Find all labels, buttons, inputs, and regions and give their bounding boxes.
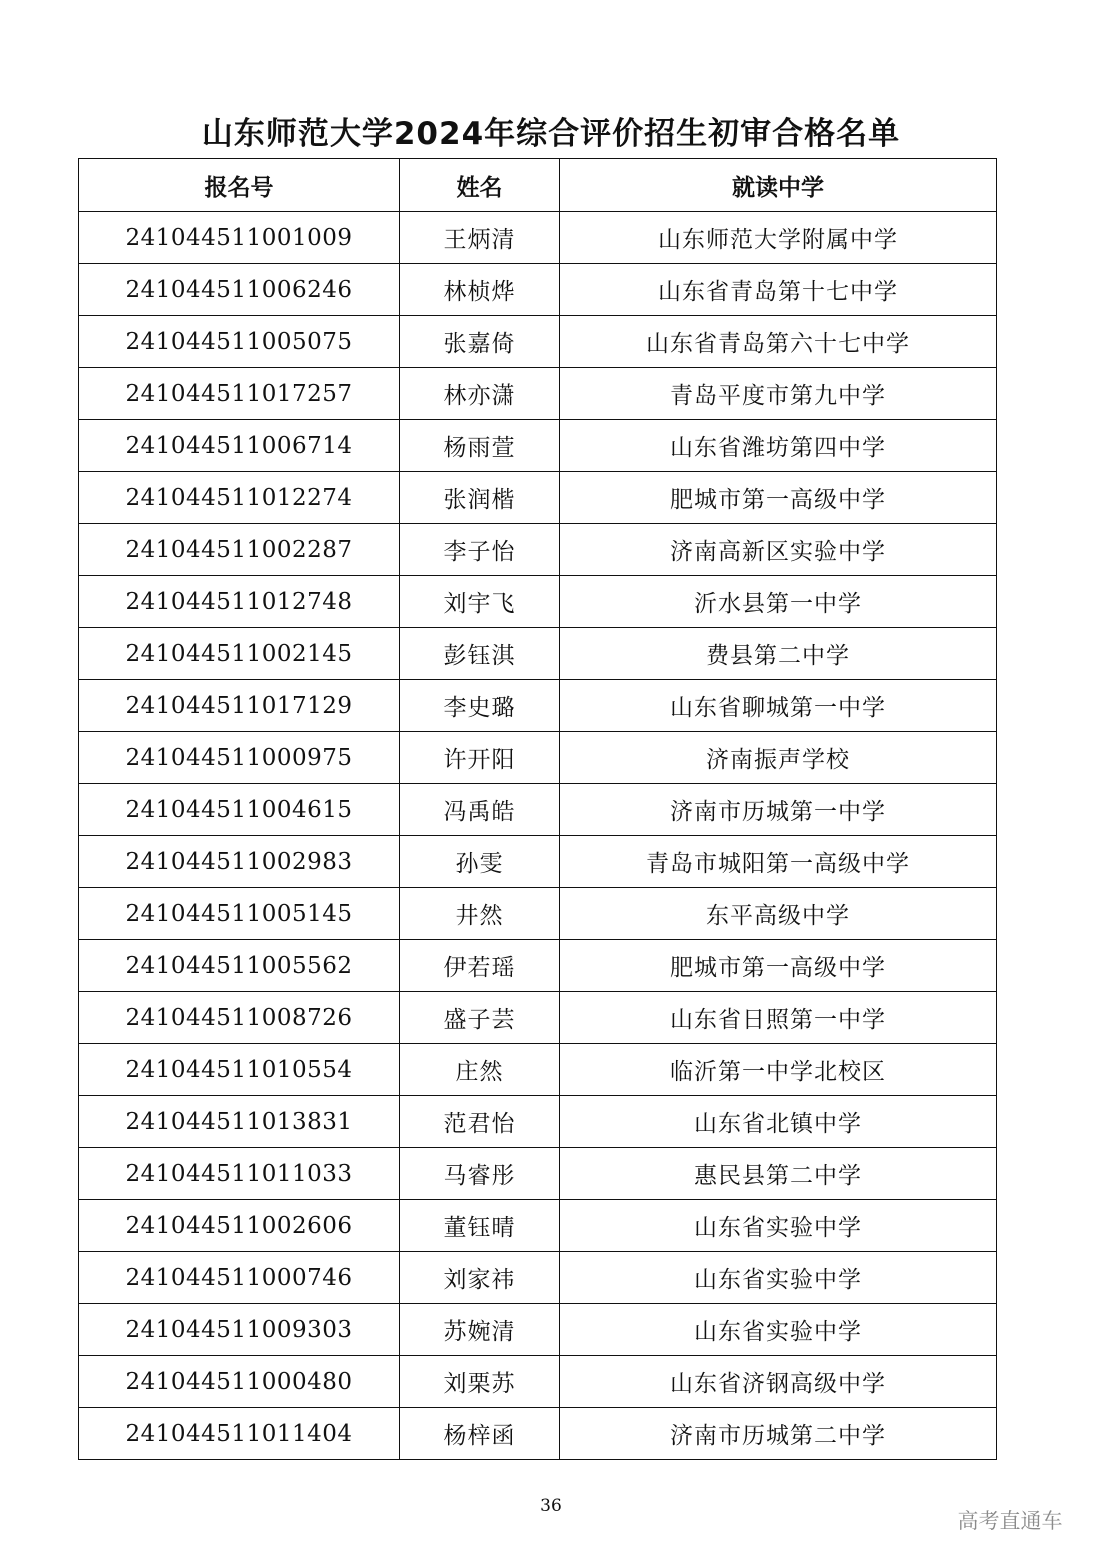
school-name-cell: 山东省青岛第十七中学 <box>560 264 997 316</box>
school-name-cell: 惠民县第二中学 <box>560 1148 997 1200</box>
school-name-cell: 山东省北镇中学 <box>560 1096 997 1148</box>
table-row <box>79 1304 997 1356</box>
page-number: 36 <box>540 1496 562 1516</box>
table-row <box>79 1148 997 1200</box>
student-name-cell: 王炳清 <box>400 212 560 264</box>
registration-number-cell: 241044511005075 <box>79 316 400 368</box>
table-row <box>79 836 997 888</box>
table-row <box>79 420 997 472</box>
registration-number-cell: 241044511004615 <box>79 784 400 836</box>
header-name: 姓名 <box>400 159 560 212</box>
school-name-cell: 山东省实验中学 <box>560 1304 997 1356</box>
student-name-cell: 孙雯 <box>400 836 560 888</box>
registration-number-cell: 241044511002145 <box>79 628 400 680</box>
student-name-cell: 伊若瑶 <box>400 940 560 992</box>
table-row <box>79 368 997 420</box>
student-name-cell: 杨梓函 <box>400 1408 560 1460</box>
watermark-text: 高考直通车 <box>957 1509 1063 1533</box>
table-row <box>79 628 997 680</box>
student-name-cell: 范君怡 <box>400 1096 560 1148</box>
registration-number-cell: 241044511009303 <box>79 1304 400 1356</box>
student-name-cell: 彭钰淇 <box>400 628 560 680</box>
student-name-cell: 井然 <box>400 888 560 940</box>
table-row <box>79 1096 997 1148</box>
registration-number-cell: 241044511011033 <box>79 1148 400 1200</box>
school-name-cell: 青岛平度市第九中学 <box>560 368 997 420</box>
school-name-cell: 临沂第一中学北校区 <box>560 1044 997 1096</box>
table-row <box>79 680 997 732</box>
student-name-cell: 林亦潇 <box>400 368 560 420</box>
registration-number-cell: 241044511005145 <box>79 888 400 940</box>
school-name-cell: 山东省济钢高级中学 <box>560 1356 997 1408</box>
student-name-cell: 许开阳 <box>400 732 560 784</box>
school-name-cell: 肥城市第一高级中学 <box>560 472 997 524</box>
table-row <box>79 784 997 836</box>
table-row <box>79 1200 997 1252</box>
student-name-cell: 马睿彤 <box>400 1148 560 1200</box>
student-name-cell: 张嘉倚 <box>400 316 560 368</box>
registration-number-cell: 241044511008726 <box>79 992 400 1044</box>
registration-number-cell: 241044511000746 <box>79 1252 400 1304</box>
school-name-cell: 沂水县第一中学 <box>560 576 997 628</box>
school-name-cell: 青岛市城阳第一高级中学 <box>560 836 997 888</box>
school-name-cell: 费县第二中学 <box>560 628 997 680</box>
student-name-cell: 刘家祎 <box>400 1252 560 1304</box>
school-name-cell: 济南市历城第一中学 <box>560 784 997 836</box>
registration-number-cell: 241044511013831 <box>79 1096 400 1148</box>
student-name-cell: 冯禹皓 <box>400 784 560 836</box>
registration-number-cell: 241044511012748 <box>79 576 400 628</box>
student-name-cell: 李史璐 <box>400 680 560 732</box>
table-row <box>79 992 997 1044</box>
school-name-cell: 山东省潍坊第四中学 <box>560 420 997 472</box>
registration-number-cell: 241044511017129 <box>79 680 400 732</box>
registration-number-cell: 241044511010554 <box>79 1044 400 1096</box>
registration-number-cell: 241044511002983 <box>79 836 400 888</box>
school-name-cell: 山东省聊城第一中学 <box>560 680 997 732</box>
table-row <box>79 732 997 784</box>
table-row <box>79 212 997 264</box>
table-row <box>79 1044 997 1096</box>
table-row <box>79 888 997 940</box>
registration-number-cell: 241044511011404 <box>79 1408 400 1460</box>
school-name-cell: 肥城市第一高级中学 <box>560 940 997 992</box>
table-row <box>79 1356 997 1408</box>
student-name-cell: 林桢烨 <box>400 264 560 316</box>
header-registration-number: 报名号 <box>79 159 400 212</box>
registration-number-cell: 241044511006246 <box>79 264 400 316</box>
student-name-cell: 张润楷 <box>400 472 560 524</box>
registration-number-cell: 241044511002287 <box>79 524 400 576</box>
table-row <box>79 940 997 992</box>
table-header-row <box>79 159 997 212</box>
registration-number-cell: 241044511012274 <box>79 472 400 524</box>
registration-number-cell: 241044511005562 <box>79 940 400 992</box>
registration-number-cell: 241044511000480 <box>79 1356 400 1408</box>
table-row <box>79 576 997 628</box>
table-row <box>79 1252 997 1304</box>
table-row <box>79 472 997 524</box>
school-name-cell: 济南市历城第二中学 <box>560 1408 997 1460</box>
school-name-cell: 山东省青岛第六十七中学 <box>560 316 997 368</box>
student-name-cell: 李子怡 <box>400 524 560 576</box>
school-name-cell: 东平高级中学 <box>560 888 997 940</box>
registration-number-cell: 241044511000975 <box>79 732 400 784</box>
school-name-cell: 山东省日照第一中学 <box>560 992 997 1044</box>
school-name-cell: 山东师范大学附属中学 <box>560 212 997 264</box>
table-header <box>79 159 997 212</box>
registration-number-cell: 241044511002606 <box>79 1200 400 1252</box>
table-row <box>79 316 997 368</box>
page-title: 山东师范大学2024年综合评价招生初审合格名单 <box>201 116 901 152</box>
table-row <box>79 524 997 576</box>
registration-number-cell: 241044511017257 <box>79 368 400 420</box>
student-name-cell: 董钰晴 <box>400 1200 560 1252</box>
registration-number-cell: 241044511006714 <box>79 420 400 472</box>
table-row <box>79 1408 997 1460</box>
school-name-cell: 济南高新区实验中学 <box>560 524 997 576</box>
table-row <box>79 264 997 316</box>
school-name-cell: 济南振声学校 <box>560 732 997 784</box>
student-name-cell: 刘宇飞 <box>400 576 560 628</box>
school-name-cell: 山东省实验中学 <box>560 1200 997 1252</box>
student-name-cell: 苏婉清 <box>400 1304 560 1356</box>
student-name-cell: 盛子芸 <box>400 992 560 1044</box>
table-body <box>79 212 997 1460</box>
student-name-cell: 刘栗苏 <box>400 1356 560 1408</box>
student-name-cell: 庄然 <box>400 1044 560 1096</box>
school-name-cell: 山东省实验中学 <box>560 1252 997 1304</box>
registration-number-cell: 241044511001009 <box>79 212 400 264</box>
admission-list-table <box>78 158 997 1460</box>
student-name-cell: 杨雨萱 <box>400 420 560 472</box>
header-school: 就读中学 <box>560 159 997 212</box>
